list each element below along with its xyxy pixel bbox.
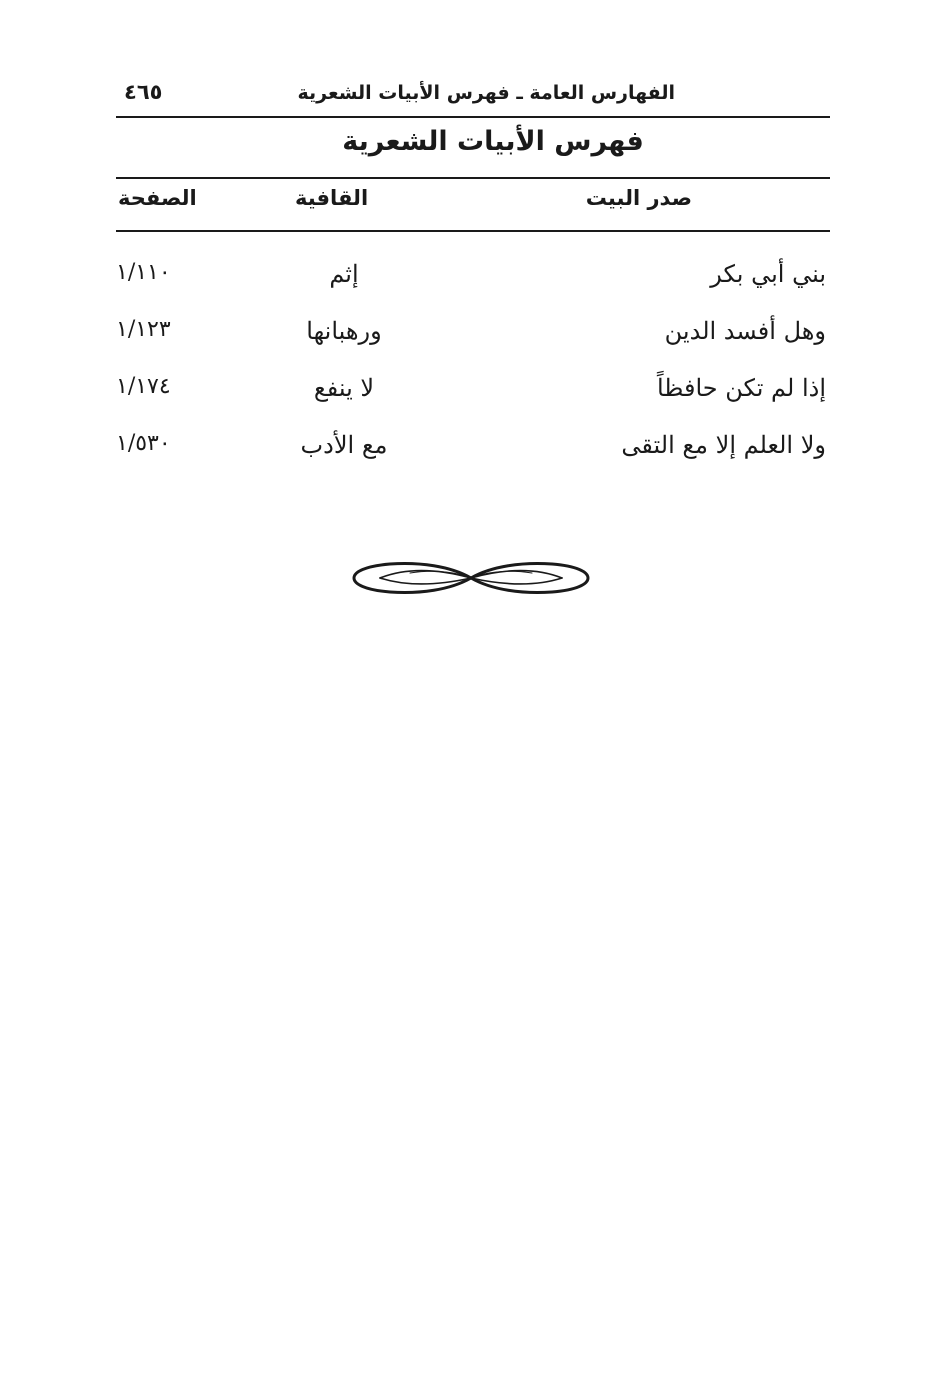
verse-rhyme: إثم — [329, 260, 359, 288]
column-header-verse: صدر البيت — [585, 186, 692, 210]
verse-row — [116, 366, 830, 423]
verse-page-ref: ١/١٢٣ — [116, 317, 171, 342]
verse-page-ref: ١/١٧٤ — [116, 374, 171, 399]
index-title-text: فهرس الأبيات الشعرية — [342, 126, 644, 157]
verse-rhyme: مع الأدب — [300, 431, 388, 459]
verse-page-ref: ١/١١٠ — [116, 260, 171, 285]
verse-opening: إذا لم تكن حافظاً — [656, 374, 826, 402]
scroll-flourish-icon — [350, 556, 592, 600]
verse-rhyme: لا ينفع — [313, 374, 375, 402]
verse-opening: ولا العلم إلا مع التقى — [621, 431, 826, 459]
page-number: ٤٦٥ — [124, 80, 163, 104]
verse-page-ref: ١/٥٣٠ — [116, 431, 171, 456]
verse-row — [116, 309, 830, 366]
column-header-rhyme: القافية — [295, 186, 369, 210]
verse-rhyme: ورهبانها — [306, 317, 382, 345]
verse-opening: وهل أفسد الدين — [664, 317, 826, 345]
running-header — [116, 76, 830, 112]
column-header-page: الصفحة — [118, 186, 197, 210]
header-rule — [116, 116, 830, 118]
verse-row — [116, 423, 830, 480]
column-header-rule — [116, 230, 830, 232]
verse-index-list — [116, 252, 830, 480]
title-rule — [116, 177, 830, 179]
verse-opening: بني أبي بكر — [710, 260, 826, 288]
verse-row — [116, 252, 830, 309]
running-title: الفهارس العامة ـ فهرس الأبيات الشعرية — [297, 82, 675, 104]
index-title — [116, 126, 830, 166]
